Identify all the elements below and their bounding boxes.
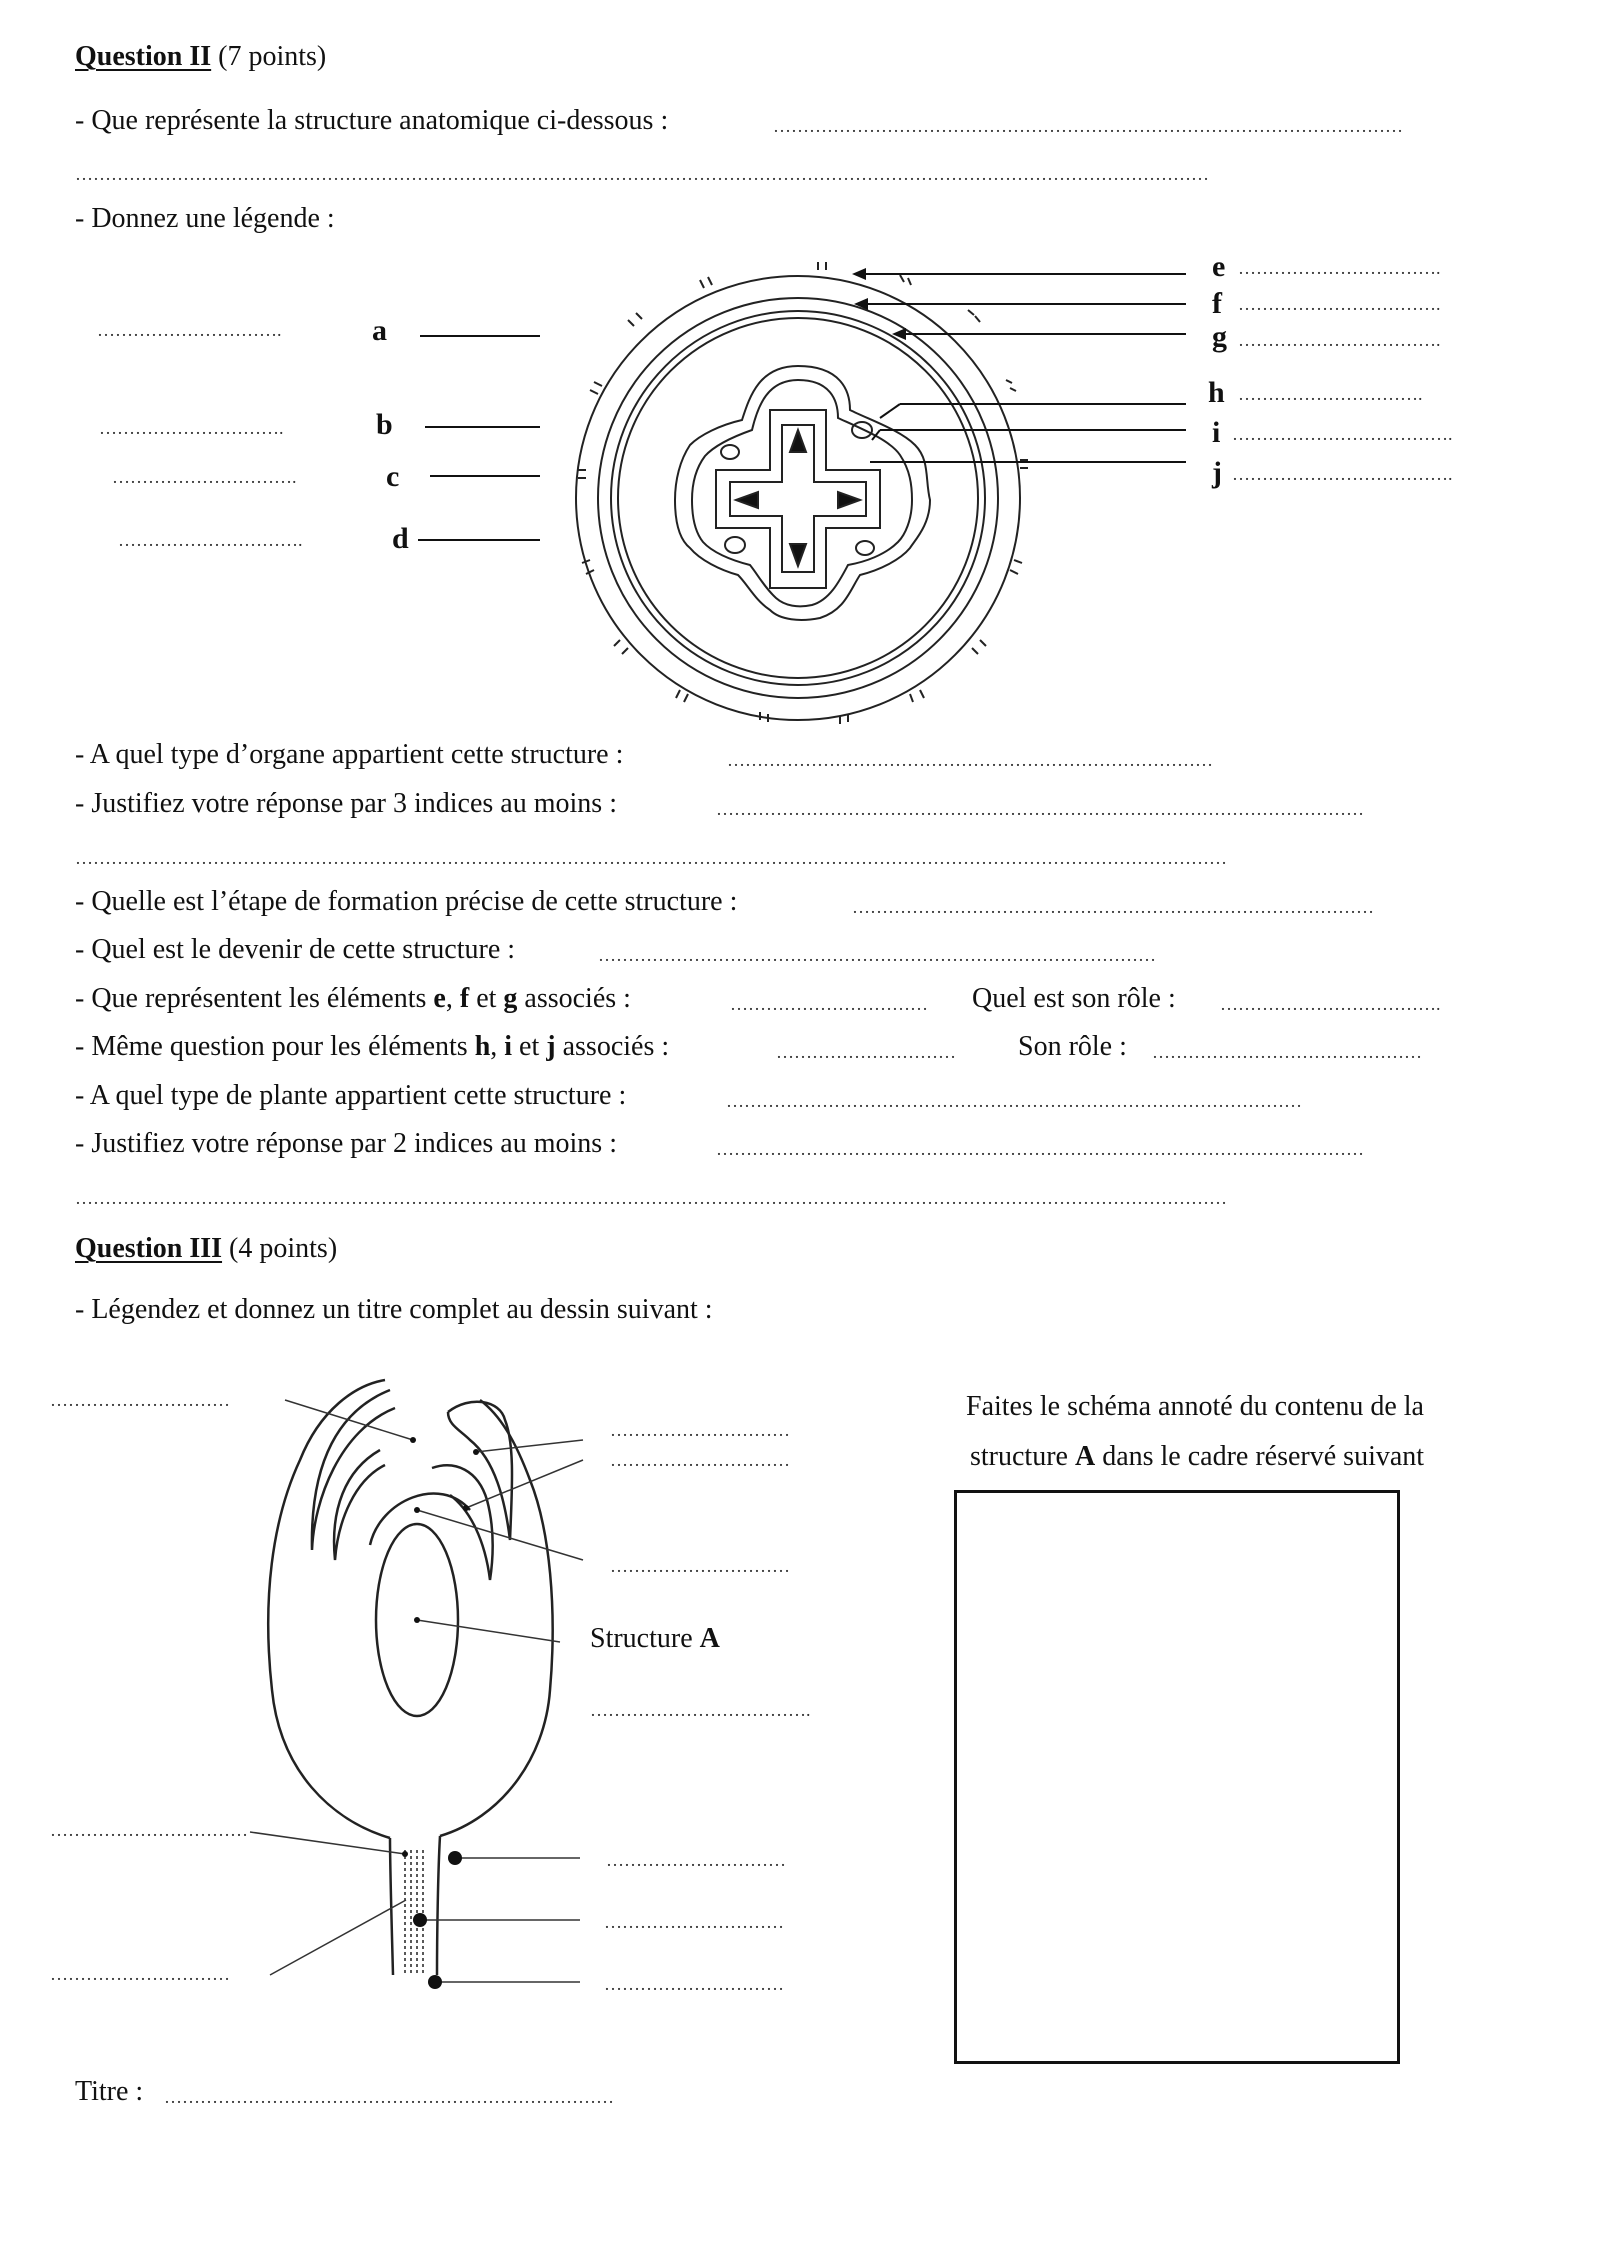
legend-i-letter: i bbox=[1212, 416, 1221, 449]
legend-c-letter: c bbox=[386, 460, 400, 493]
ovule-legend-dots[interactable]: ………………………………. bbox=[590, 1700, 811, 1720]
q3-heading: Question III (4 points) bbox=[75, 1233, 338, 1264]
legend-j-letter: j bbox=[1212, 456, 1222, 489]
legend-h-letter: h bbox=[1208, 376, 1225, 409]
ovule-legend-dots[interactable]: ………………………… bbox=[604, 1974, 784, 1994]
box-caption-1: Faites le schéma annoté du contenu de la bbox=[966, 1391, 1424, 1422]
legend-b-dots[interactable]: …………………………. bbox=[99, 418, 284, 438]
answer-dots[interactable]: ……………………………………………………………………… bbox=[727, 750, 1213, 770]
ovule-legend-dots[interactable]: ………………………… bbox=[610, 1450, 790, 1470]
q2-line-4: - Justifiez votre réponse par 3 indices au moins : bbox=[75, 788, 617, 819]
answer-dots[interactable]: ……………………………………………………………………………………………………………………………………………………………………… bbox=[75, 164, 1209, 184]
answer-dots[interactable]: ………………………… bbox=[776, 1042, 956, 1062]
ovule-legend-dots[interactable]: ………………………… bbox=[610, 1556, 790, 1576]
q2-line-8: - Même question pour les éléments h, i et j associés : bbox=[75, 1031, 670, 1062]
q2-line-9: - A quel type de plante appartient cette structure : bbox=[75, 1080, 627, 1111]
answer-dots[interactable]: ………………………………………………………………………………………………………………………………………………………………………… bbox=[75, 1188, 1227, 1208]
legend-d-dots[interactable]: …………………………. bbox=[118, 530, 303, 550]
q2-line-7: - Que représentent les éléments e, f et g associés : bbox=[75, 983, 631, 1014]
q2-line-10: - Justifiez votre réponse par 2 indices au moins : bbox=[75, 1128, 617, 1159]
answer-dots[interactable]: ………………………………………………………………………………………………………………………………………………………………………… bbox=[75, 848, 1227, 868]
answer-dots[interactable]: ……………………………………………………………………………………………… bbox=[716, 799, 1364, 819]
legend-a-letter: a bbox=[372, 314, 387, 347]
answer-dots[interactable]: …………………………………………………………………………………… bbox=[726, 1091, 1302, 1111]
q3-instruction: - Légendez et donnez un titre complet au dessin suivant : bbox=[75, 1294, 713, 1325]
q2-line-1: - Que représente la structure anatomique ci-dessous : bbox=[75, 105, 669, 136]
q2-line-3: - A quel type d’organe appartient cette structure : bbox=[75, 739, 624, 770]
q2-heading: Question II (7 points) bbox=[75, 41, 327, 72]
legend-h-dots[interactable]: …………………………. bbox=[1238, 384, 1423, 404]
ovule-legend-dots[interactable]: ………………………… bbox=[604, 1912, 784, 1932]
answer-dots[interactable]: ……………………………………………………………………………………………… bbox=[716, 1139, 1364, 1159]
answer-dots[interactable]: …………………………………………………………………………… bbox=[852, 897, 1374, 917]
box-caption-2: structure A dans le cadre réservé suivant bbox=[970, 1441, 1425, 1472]
title-label: Titre : bbox=[75, 2076, 144, 2107]
legend-c-dots[interactable]: …………………………. bbox=[112, 467, 297, 487]
ovule-legend-dots[interactable]: ………………………… bbox=[610, 1420, 790, 1440]
answer-dots[interactable]: …………………………… bbox=[730, 994, 928, 1014]
answer-dots[interactable]: …………………………………………………………………………………………… bbox=[773, 116, 1403, 136]
q2-role-efg: Quel est son rôle : bbox=[972, 983, 1176, 1014]
legend-b-letter: b bbox=[376, 408, 393, 441]
legend-g-letter: g bbox=[1212, 320, 1227, 353]
legend-j-dots[interactable]: ………………………………. bbox=[1232, 464, 1453, 484]
answer-dots[interactable]: ……………………………………… bbox=[1152, 1042, 1422, 1062]
drawing-answer-frame[interactable] bbox=[954, 1490, 1400, 2064]
q2-line-5: - Quelle est l’étape de formation précise de cette structure : bbox=[75, 886, 738, 917]
legend-f-letter: f bbox=[1212, 287, 1222, 320]
legend-i-dots[interactable]: ………………………………. bbox=[1232, 424, 1453, 444]
ovule-legend-dots[interactable]: ………………………… bbox=[606, 1850, 786, 1870]
title-answer-dots[interactable]: ………………………………………………………………… bbox=[164, 2087, 614, 2107]
answer-dots[interactable]: ………………………………. bbox=[1220, 994, 1441, 1014]
legend-e-letter: e bbox=[1212, 250, 1226, 283]
answer-dots[interactable]: ………………………………………………………………………………… bbox=[598, 945, 1156, 965]
q2-line-2: - Donnez une légende : bbox=[75, 203, 335, 234]
q2-line-6: - Quel est le devenir de cette structure : bbox=[75, 934, 516, 965]
ovule-legend-dots[interactable]: …………………………… bbox=[50, 1820, 248, 1840]
structure-a-label: Structure A bbox=[590, 1623, 720, 1654]
legend-a-dots[interactable]: …………………………. bbox=[97, 320, 282, 340]
legend-g-dots[interactable]: ……………………………. bbox=[1238, 330, 1441, 350]
legend-e-dots[interactable]: ……………………………. bbox=[1238, 258, 1441, 278]
ovule-legend-dots[interactable]: ………………………… bbox=[50, 1390, 230, 1410]
q2-role-hij: Son rôle : bbox=[1018, 1031, 1127, 1062]
legend-d-letter: d bbox=[392, 522, 409, 555]
ovule-legend-dots[interactable]: ………………………… bbox=[50, 1964, 230, 1984]
legend-f-dots[interactable]: ……………………………. bbox=[1238, 294, 1441, 314]
